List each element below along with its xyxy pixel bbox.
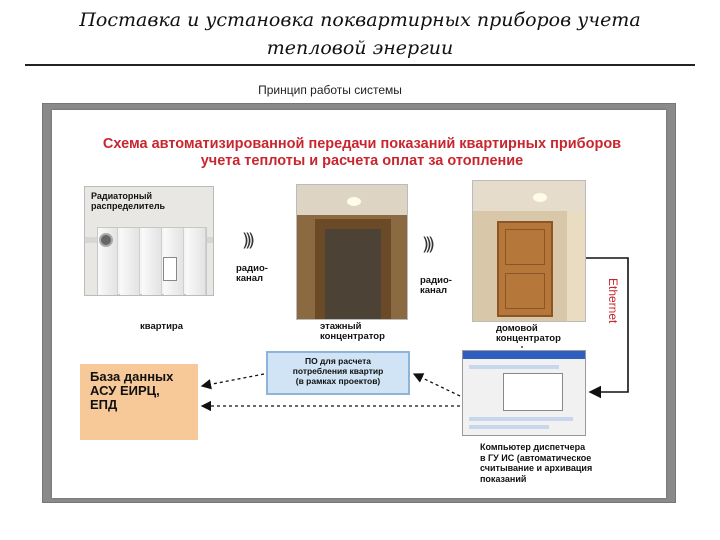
- floor-concentrator-label: этажный концентратор: [320, 321, 385, 342]
- diagram-sheet: [52, 110, 666, 498]
- title-divider: [25, 64, 695, 66]
- dispatcher-computer-label: Компьютер диспетчера в ГУ ИС (автоматическое считывание и архивация показаний: [480, 442, 593, 484]
- connectors: [52, 110, 666, 498]
- house-concentrator-label: домовой концентратор: [496, 323, 561, 344]
- radio-channel-label: радио- канал: [236, 263, 268, 284]
- database-line: ЕПД: [90, 397, 118, 412]
- software-to-database-arrow: [202, 374, 264, 386]
- diagram-heading: Схема автоматизированной передачи показаний квартирных приборов учета теплоты и расчета оплат за отопление: [102, 136, 622, 169]
- radio-channel-label: радио- канал: [420, 275, 452, 296]
- radiator-caption: Радиаторный распределитель: [91, 191, 166, 211]
- slide-subtitle: Принцип работы системы: [258, 83, 402, 97]
- radio-wave-icon: ))): [242, 230, 252, 251]
- computer-to-software-arrow: [414, 374, 460, 396]
- ethernet-label: Ethernet: [606, 278, 620, 324]
- radio-wave-icon: ))): [422, 234, 432, 255]
- apartment-label: квартира: [140, 321, 184, 332]
- slide-title: Поставка и установка поквартирных приборов учета тепловой энергии: [79, 9, 641, 59]
- database-line: База данных: [90, 369, 174, 384]
- database-line: АСУ ЕИРЦ,: [90, 383, 160, 398]
- ethernet-line: [586, 258, 628, 392]
- software-text: ПО для расчета потребления квартир (в рамках проектов): [292, 356, 384, 386]
